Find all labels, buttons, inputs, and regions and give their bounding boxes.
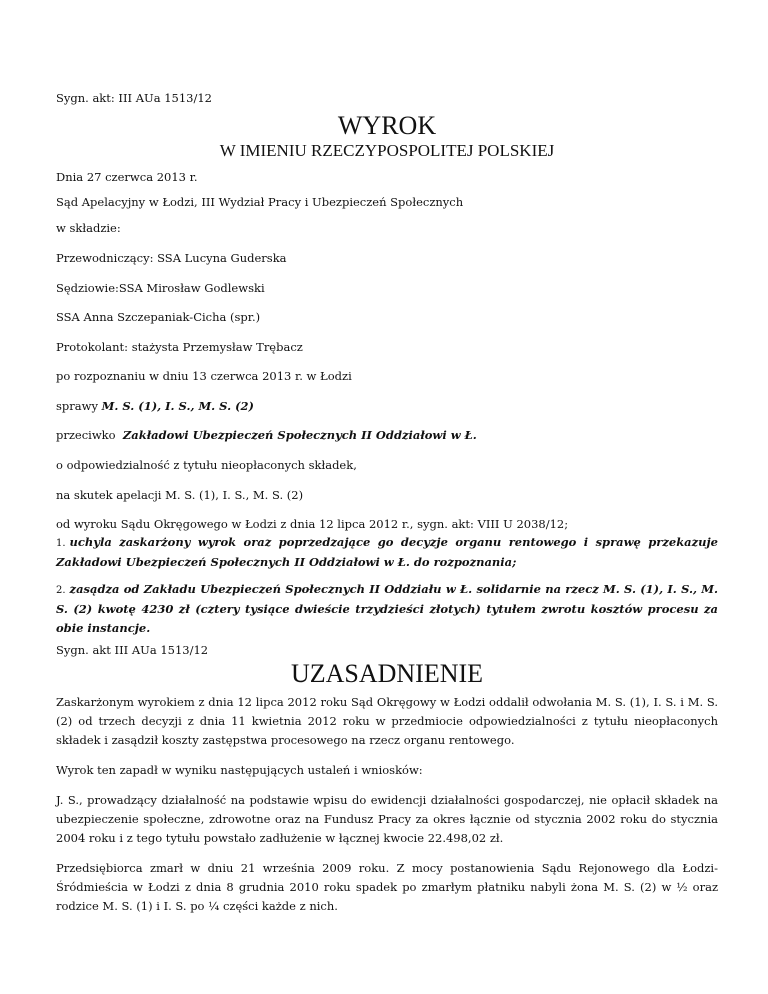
judgment-reference: od wyroku Sądu Okręgowego w Łodzi z dnia 12 lipca 2012 r., sygn. akt: VIII U 2038/12;	[56, 517, 569, 531]
court-name: Sąd Apelacyjny w Łodzi, III Wydział Pracy i Ubezpieczeń Społecznych	[56, 195, 464, 209]
justification-paragraph-4: Przedsiębiorca zmarł w dniu 21 września 2009 roku. Z mocy postanowienia Sądu Rejonowego dla Łodzi-Śródmieścia w Łodzi z dnia 8 grudnia 2010 roku spadek po zmarłym płatniku nabyli żona M. S. (2) w ½ oraz rodzice M. S. (1) i I. S. po ¼ części każde z nich.	[56, 861, 718, 913]
parties-names: M. S. (1), I. S., M. S. (2)	[101, 399, 254, 413]
justification-case-number: Sygn. akt III AUa 1513/12	[56, 643, 209, 657]
composition-label: w składzie:	[56, 221, 121, 235]
judges-line-1: Sędziowie:SSA Mirosław Godlewski	[56, 281, 265, 295]
defendant-name: Zakładowi Ubezpieczeń Społecznych II Oddziałowi w Ł.	[122, 428, 477, 442]
verdict-date: Dnia 27 czerwca 2013 r.	[56, 170, 198, 184]
verdict-point-2	[56, 580, 718, 638]
case-number: Sygn. akt: III AUa 1513/12	[56, 91, 212, 105]
point-2-text: zasądza od Zakładu Ubezpieczeń Społecznych II Oddziału w Ł. solidarnie na rzecz M. S. (1), I. S., M. S. (2) kwotę 4230 zł (cztery tysiące dwieście trzydzieści złotych) tytułem zwrotu kosztów procesu za obie instancje.	[56, 582, 718, 635]
verdict-point-1	[56, 533, 718, 572]
hearing-date: po rozpoznaniu w dniu 13 czerwca 2013 r. w Łodzi	[56, 369, 352, 383]
case-prefix: sprawy	[56, 399, 102, 413]
judges-line-2: SSA Anna Szczepaniak-Cicha (spr.)	[56, 310, 261, 324]
case-parties	[56, 399, 254, 413]
presiding-judge: Przewodniczący: SSA Lucyna Guderska	[56, 251, 287, 265]
justification-title: UZASADNIENIE	[290, 659, 484, 688]
verdict-subtitle: W IMIENIU RZECZYPOSPOLITEJ POLSKIEJ	[219, 141, 555, 160]
point-1-text: uchyla zaskarżony wyrok oraz poprzedzające go decyzje organu rentowego i sprawę przekazuje Zakładowi Ubezpieczeń Społecznych II Oddziałowi w Ł. do rozpoznania;	[56, 535, 718, 569]
point-1-number: 1.	[56, 538, 66, 549]
justification-paragraph-1: Zaskarżonym wyrokiem z dnia 12 lipca 2012 roku Sąd Okręgowy w Łodzi oddalił odwołania M. S. (1), I. S. i M. S. (2) od trzech decyzji z dnia 11 kwietnia 2012 roku w przedmiocie odpowiedzialności z tytułu nieopłaconych składek i zasądził koszty zastępstwa procesowego na rzecz organu rentowego.	[56, 695, 718, 747]
clerk: Protokolant: stażysta Przemysław Trębacz	[56, 340, 303, 354]
justification-paragraph-2: Wyrok ten zapadł w wyniku następujących ustaleń i wniosków:	[56, 763, 423, 777]
point-2-number: 2.	[56, 585, 66, 596]
against-prefix: przeciwko	[56, 428, 123, 442]
appeal-line: na skutek apelacji M. S. (1), I. S., M. S. (2)	[56, 488, 304, 502]
case-subject: o odpowiedzialność z tytułu nieopłaconych składek,	[56, 458, 357, 472]
verdict-title: WYROK	[337, 111, 437, 140]
justification-paragraph-3: J. S., prowadzący działalność na podstawie wpisu do ewidencji działalności gospodarczej, nie opłacił składek na ubezpieczenie społeczne, zdrowotne oraz na Fundusz Pracy za okres łącznie od stycznia 2002 roku do stycznia 2004 roku i z tego tytułu powstało zadłużenie w łącznej kwocie 22.498,02 zł.	[56, 793, 718, 845]
defendant-line	[56, 428, 477, 442]
